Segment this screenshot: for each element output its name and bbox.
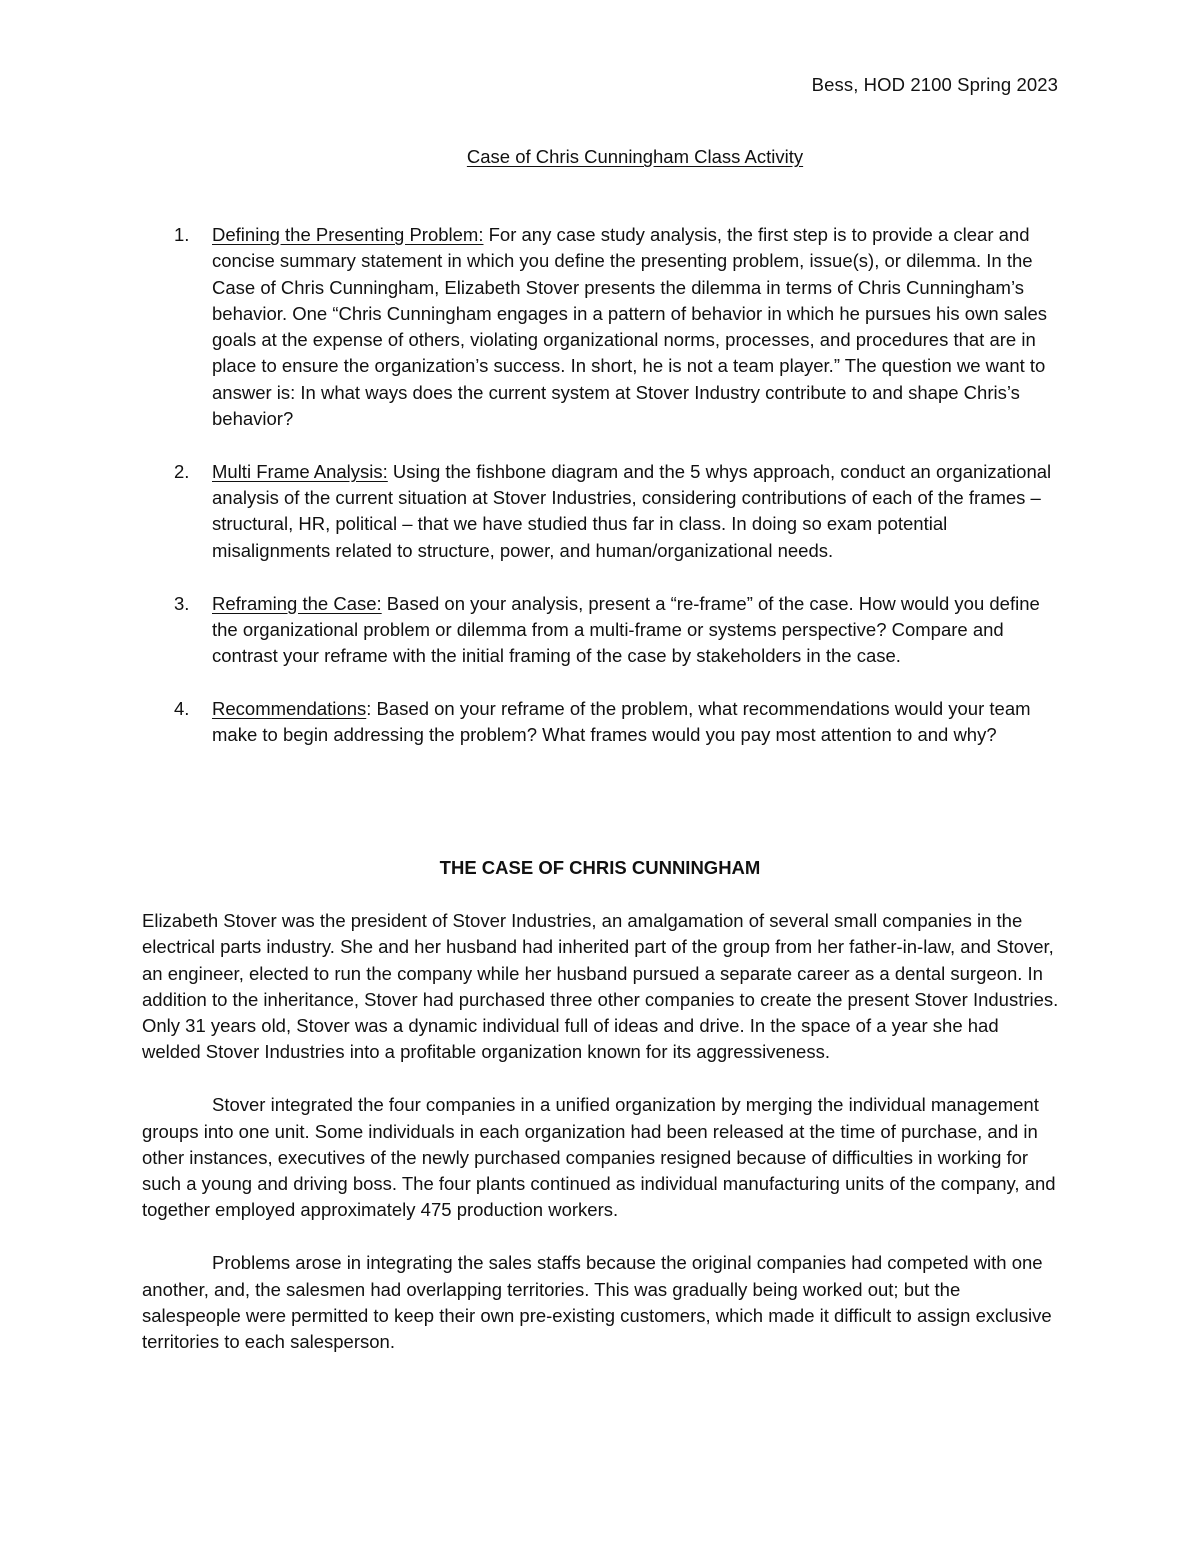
activity-title: Case of Chris Cunningham Class Activity (466, 146, 804, 167)
question-list (0, 222, 1200, 775)
case-title: THE CASE OF CHRIS CUNNINGHAM (439, 857, 761, 878)
question-item (0, 696, 1060, 749)
question-number: 3. (174, 592, 190, 614)
question-text: Using the fishbone diagram and the 5 whys approach, conduct an organizational analysis of the current situation at Stover Industries, considering contributions of each of the frames – structural, HR, political – that we have studied thus far in class. In doing so exam potential misalignments related to structure, power, and human/organizational needs. (212, 460, 1052, 561)
question-text: For any case study analysis, the first step is to provide a clear and concise summary statement in which you define the presenting problem, issue(s), or dilemma. In the Case of Chris Cunningham, Elizabeth Stover presents the dilemma in terms of Chris Cunningham’s behavior. One “Chris Cunningham engages in a pattern of behavior in which he pursues his own sales goals at the expense of others, violating organizational norms, processes, and procedures that are in place to ensure the organization’s success. In short, he is not a team player.” The question we want to answer is: In what ways does the current system at Stover Industry contribute to and shape Chris’s behavior? (212, 224, 1048, 430)
question-number: 2. (174, 460, 190, 482)
case-paragraph: Stover integrated the four companies in a unified organization by merging the individual management groups into one unit. Some individuals in each organization had been released at the time of purchase, and in other instances, executives of the newly purchased companies resigned because of difficulties in working for such a young and driving boss. The four plants continued as individual manufacturing units of the company, and together employed approximately 475 production workers. (142, 1094, 1056, 1221)
question-item (0, 222, 1060, 432)
question-label: Reframing the Case: (212, 592, 382, 614)
case-paragraph: Problems arose in integrating the sales staffs because the original companies had competed with one another, and, the salesmen had overlapping territories. This was gradually being worked out; but the salespeople were permitted to keep their own pre-existing customers, which made it difficult to assign exclusive territories to each salesperson. (142, 1252, 1052, 1353)
case-body (142, 908, 1060, 1382)
question-number: 4. (174, 697, 190, 719)
question-text: : Based on your reframe of the problem, what recommendations would your team make to begin addressing the problem? What frames would you pay most attention to and why? (212, 697, 1031, 746)
question-label: Defining the Presenting Problem: (212, 224, 484, 245)
course-header: Bess, HOD 2100 Spring 2023 (811, 74, 1058, 95)
question-number: 1. (174, 224, 190, 245)
case-paragraph: Elizabeth Stover was the president of Stover Industries, an amalgamation of several small companies in the electrical parts industry. She and her husband had inherited part of the group from her father-in-law, and Stover, an engineer, elected to run the company while her husband pursued a separate career as a dental surgeon. In addition to the inheritance, Stover had purchased three other companies to create the present Stover Industries. Only 31 years old, Stover was a dynamic individual full of ideas and drive. In the space of a year she had welded Stover Industries into a profitable organization known for its aggressiveness. (142, 910, 1059, 1063)
question-label: Recommendations (212, 697, 367, 719)
question-item (0, 591, 1060, 670)
question-text: Based on your analysis, present a “re-frame” of the case. How would you define the organizational problem or dilemma from a multi-frame or systems perspective? Compare and contrast your reframe with the initial framing of the case by stakeholders in the case. (212, 592, 1040, 667)
question-label: Multi Frame Analysis: (212, 460, 388, 482)
question-item (0, 459, 1060, 564)
